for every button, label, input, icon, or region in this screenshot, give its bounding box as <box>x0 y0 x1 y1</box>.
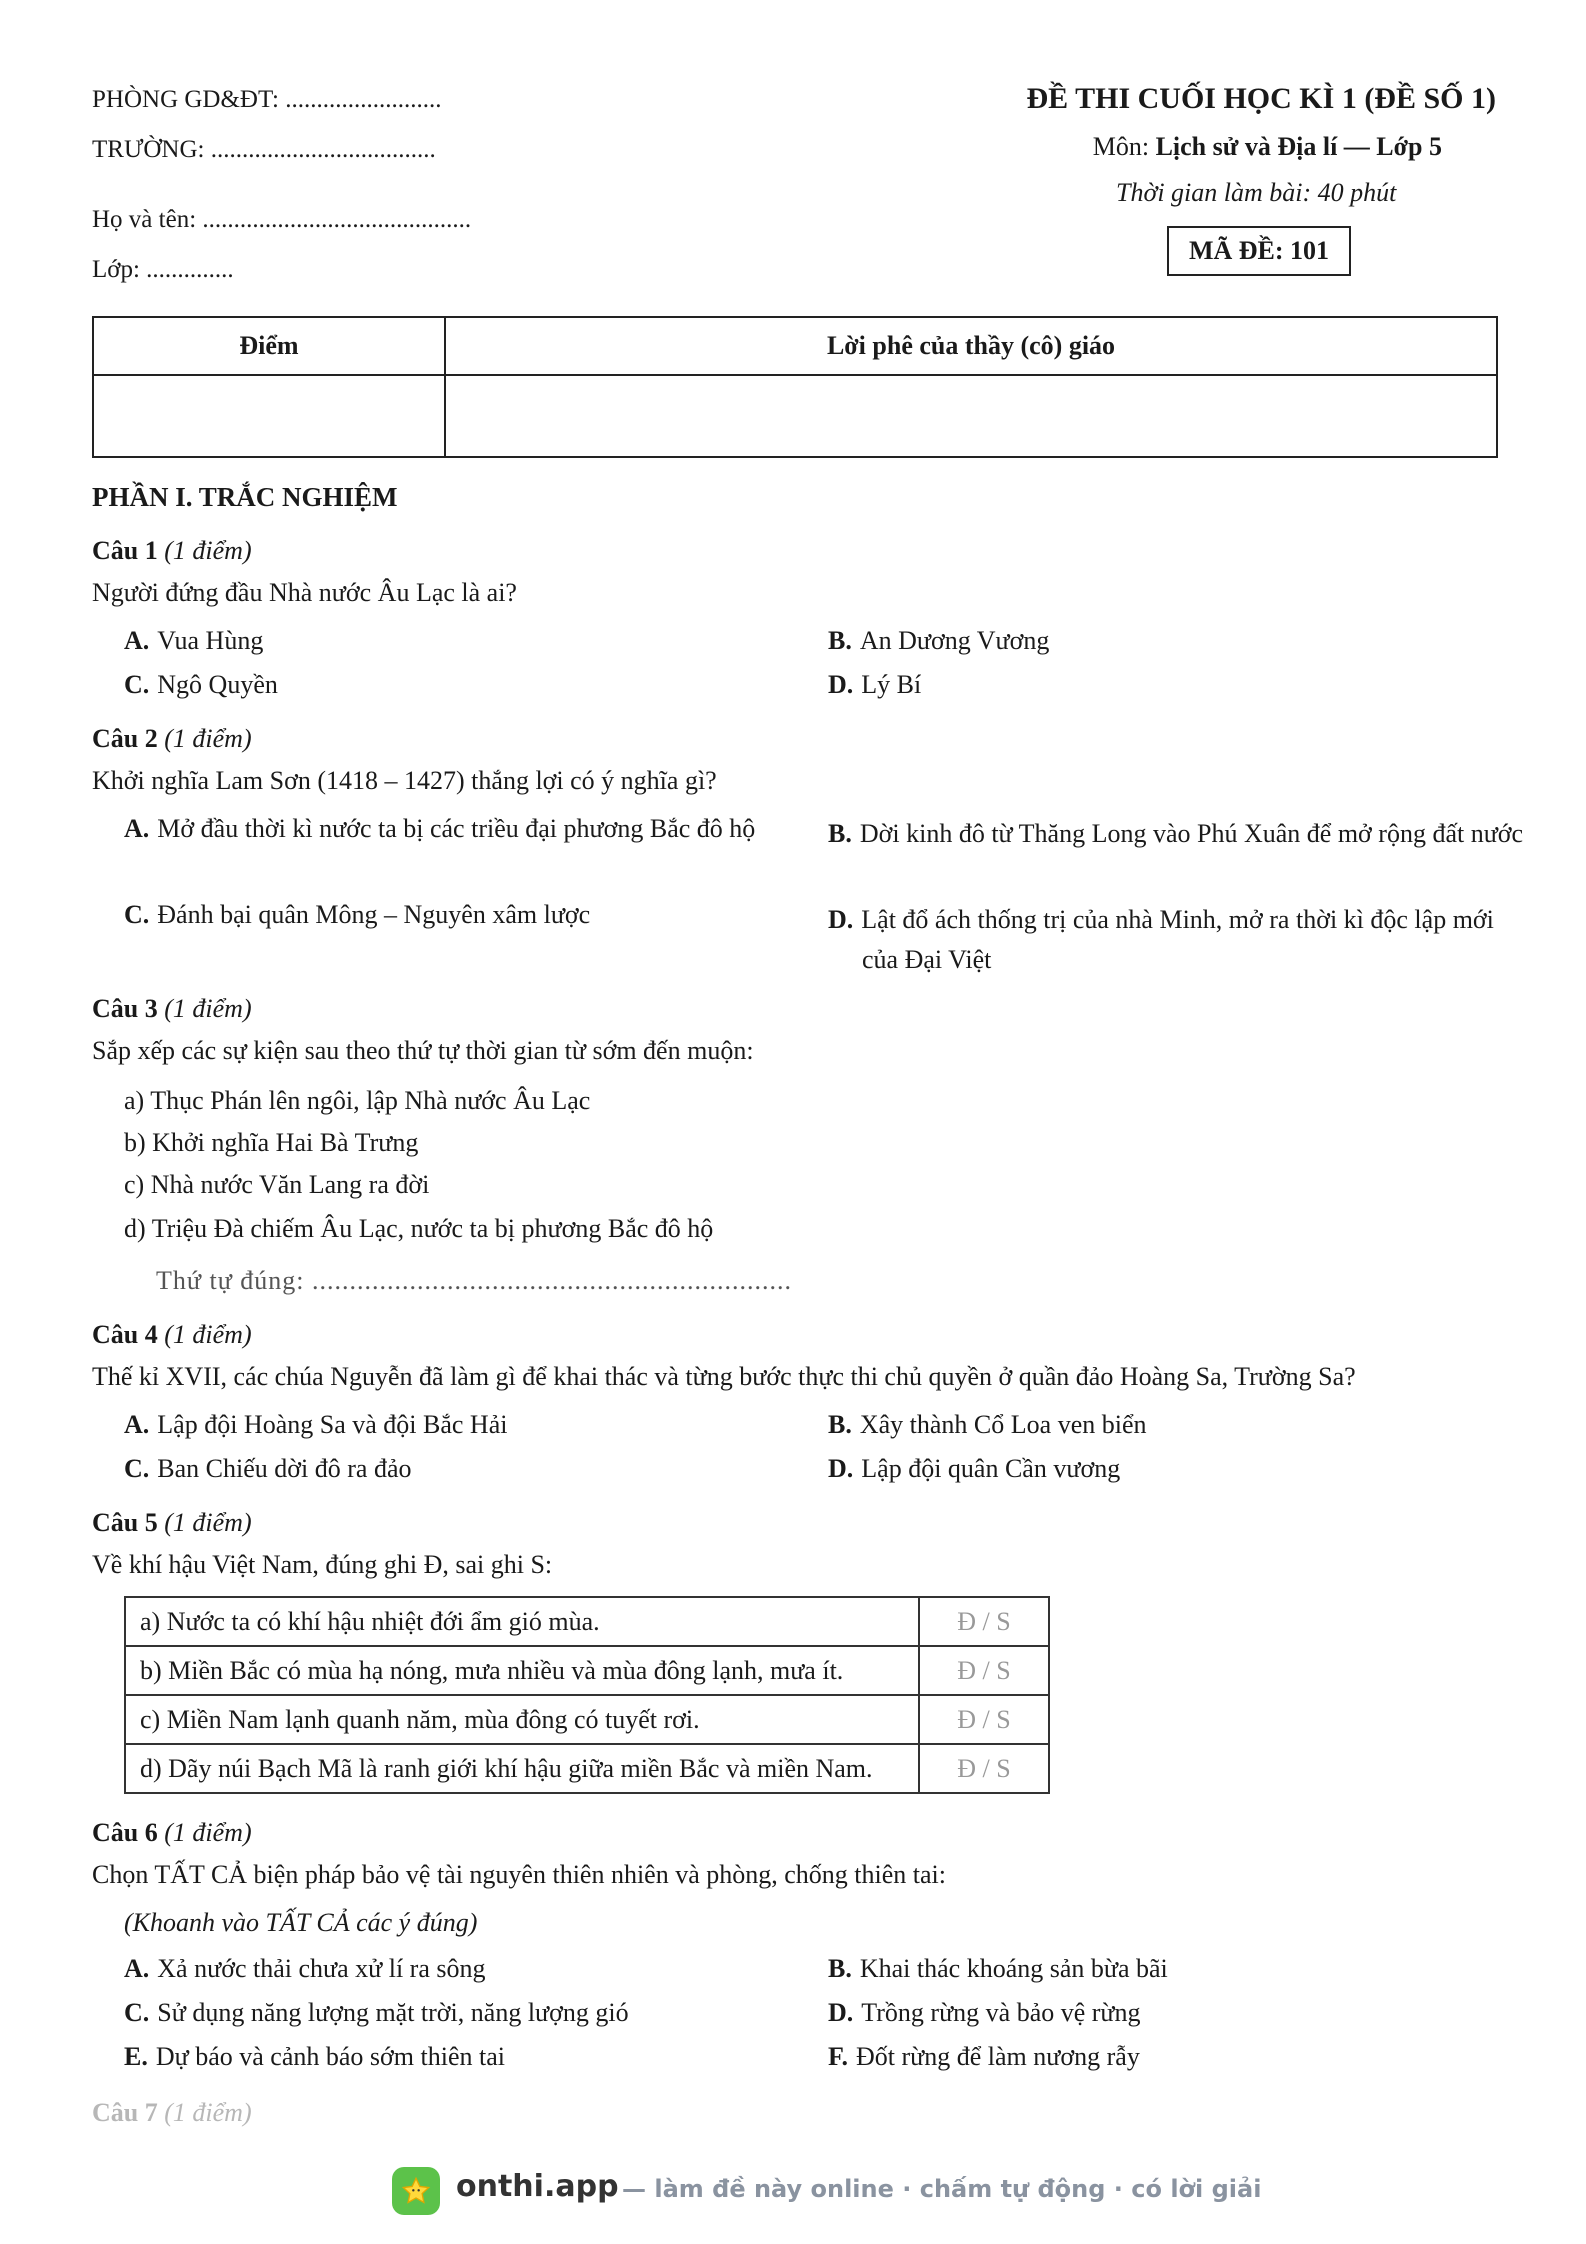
question-label: Câu 3 <box>92 994 158 1023</box>
teacher-comment-header: Lời phê của thầy (cô) giáo <box>445 317 1497 375</box>
statement-cell: b) Miền Bắc có mùa hạ nóng, mưa nhiều và mùa đông lạnh, mưa ít. <box>125 1646 919 1695</box>
q3-event-d: d) Triệu Đà chiếm Âu Lạc, nước ta bị phương Bắc đô hộ <box>124 1214 714 1243</box>
school-department-field: PHÒNG GD&ĐT: ......................... <box>92 86 442 113</box>
option-key: B. <box>828 1954 852 1983</box>
q4-option-d[interactable] <box>828 1454 1120 1484</box>
question-4-header <box>92 1320 252 1350</box>
statement-cell: d) Dãy núi Bạch Mã là ranh giới khí hậu giữa miền Bắc và miền Nam. <box>125 1744 919 1793</box>
table-row <box>125 1597 1049 1646</box>
option-text: Đánh bại quân Mông – Nguyên xâm lược <box>157 900 591 929</box>
q4-option-b[interactable] <box>828 1410 1147 1440</box>
q2-option-c[interactable] <box>124 900 590 930</box>
q6-option-b[interactable] <box>828 1954 1168 1984</box>
question-label: Câu 4 <box>92 1320 158 1349</box>
question-6-note: (Khoanh vào TẤT CẢ các ý đúng) <box>124 1908 478 1937</box>
q1-option-d[interactable] <box>828 670 921 700</box>
question-points: (1 điểm) <box>164 2098 252 2127</box>
question-points: (1 điểm) <box>164 1508 252 1537</box>
option-key: A. <box>124 626 150 655</box>
option-key: E. <box>124 2042 148 2071</box>
brand-link[interactable]: onthi.app <box>456 2169 619 2204</box>
question-3-text: Sắp xếp các sự kiện sau theo thứ tự thời gian từ sớm đến muộn: <box>92 1036 754 1065</box>
option-key: C. <box>124 900 150 929</box>
option-text: Vua Hùng <box>157 626 264 655</box>
subject-line <box>1093 132 1442 162</box>
question-3-header <box>92 994 252 1024</box>
question-6-text: Chọn TẤT CẢ biện pháp bảo vệ tài nguyên thiên nhiên và phòng, chống thiên tai: <box>92 1860 947 1889</box>
option-text: Lập đội Hoàng Sa và đội Bắc Hải <box>157 1410 508 1439</box>
option-text: Lật đổ ách thống trị của nhà Minh, mở ra thời kì độc lập mới của Đại Việt <box>861 905 1494 974</box>
option-text: Dời kinh đô từ Thăng Long vào Phú Xuân để mở rộng đất nước <box>859 819 1524 848</box>
student-name-field: Họ và tên: ........................................... <box>92 206 472 233</box>
question-7-header <box>92 2098 252 2128</box>
table-row <box>125 1646 1049 1695</box>
option-text: An Dương Vương <box>859 626 1050 655</box>
q6-option-e[interactable] <box>124 2042 505 2072</box>
exam-code-box: MÃ ĐỀ: 101 <box>1167 226 1351 276</box>
option-text: Ban Chiếu dời đô ra đảo <box>157 1454 412 1483</box>
option-key: B. <box>828 819 852 848</box>
option-text: Khai thác khoáng sản bừa bãi <box>859 1954 1168 1983</box>
statement-cell: c) Miền Nam lạnh quanh năm, mùa đông có tuyết rơi. <box>125 1695 919 1744</box>
option-key: D. <box>828 1454 854 1483</box>
q3-event-b: b) Khởi nghĩa Hai Bà Trưng <box>124 1128 419 1157</box>
option-key: A. <box>124 1410 150 1439</box>
q6-option-c[interactable] <box>124 1998 629 2028</box>
table-row <box>125 1695 1049 1744</box>
option-key: D. <box>828 905 854 934</box>
option-text: Xây thành Cổ Loa ven biển <box>859 1410 1147 1439</box>
question-2-header <box>92 724 252 754</box>
option-text: Mở đầu thời kì nước ta bị các triều đại phương Bắc đô hộ <box>157 814 756 843</box>
q1-option-a[interactable] <box>124 626 263 656</box>
option-text: Dự báo và cảnh báo sớm thiên tai <box>155 2042 505 2071</box>
option-key: F. <box>828 2042 848 2071</box>
question-label: Câu 5 <box>92 1508 158 1537</box>
question-4-text: Thế kỉ XVII, các chúa Nguyễn đã làm gì để khai thác và từng bước thực thi chủ quyền ở quần đảo Hoàng Sa, Trường Sa? <box>92 1362 1356 1391</box>
q3-answer-line[interactable]: Thứ tự đúng: ................................................................ <box>156 1266 793 1295</box>
score-cell[interactable] <box>93 375 445 457</box>
true-false-cell[interactable]: Đ / S <box>919 1597 1049 1646</box>
q3-event-c: c) Nhà nước Văn Lang ra đời <box>124 1170 430 1199</box>
option-text: Sử dụng năng lượng mặt trời, năng lượng gió <box>157 1998 629 2027</box>
q2-option-d[interactable] <box>828 900 1502 980</box>
section-title: PHẦN I. TRẮC NGHIỆM <box>92 482 398 512</box>
option-text: Lý Bí <box>861 670 922 699</box>
question-points: (1 điểm) <box>164 724 252 753</box>
exam-duration: Thời gian làm bài: 40 phút <box>1116 178 1397 207</box>
option-key: D. <box>828 670 854 699</box>
option-text: Xả nước thải chưa xử lí ra sông <box>157 1954 486 1983</box>
statement-cell: a) Nước ta có khí hậu nhiệt đới ẩm gió mùa. <box>125 1597 919 1646</box>
score-comment-table <box>92 316 1498 458</box>
q2-option-b[interactable] <box>828 814 1534 854</box>
option-key: B. <box>828 1410 852 1439</box>
q4-option-a[interactable] <box>124 1410 507 1440</box>
question-6-header <box>92 1818 252 1848</box>
question-points: (1 điểm) <box>164 1320 252 1349</box>
question-1-header <box>92 536 252 566</box>
subject-label: Môn: <box>1092 132 1150 161</box>
school-name-field: TRƯỜNG: .................................... <box>92 136 436 163</box>
q1-option-b[interactable] <box>828 626 1049 656</box>
option-key: C. <box>124 1998 150 2027</box>
subject-value: Lịch sử và Địa lí — Lớp 5 <box>1155 132 1442 161</box>
score-header: Điểm <box>93 317 445 375</box>
question-label: Câu 7 <box>92 2098 158 2127</box>
option-text: Lập đội quân Cần vương <box>861 1454 1121 1483</box>
option-key: C. <box>124 1454 150 1483</box>
true-false-cell[interactable]: Đ / S <box>919 1744 1049 1793</box>
q1-option-c[interactable] <box>124 670 278 700</box>
table-row <box>125 1744 1049 1793</box>
question-points: (1 điểm) <box>164 994 252 1023</box>
q6-option-a[interactable] <box>124 1954 486 1984</box>
question-label: Câu 1 <box>92 536 158 565</box>
true-false-table <box>124 1596 1050 1794</box>
question-2-text: Khởi nghĩa Lam Sơn (1418 – 1427) thắng lợi có ý nghĩa gì? <box>92 766 717 795</box>
q6-option-f[interactable] <box>828 2042 1140 2072</box>
q4-option-c[interactable] <box>124 1454 411 1484</box>
option-text: Đốt rừng để làm nương rẫy <box>856 2042 1140 2071</box>
q2-option-a[interactable] <box>124 814 755 844</box>
class-field: Lớp: .............. <box>92 256 234 283</box>
option-text: Ngô Quyền <box>157 670 278 699</box>
option-key: C. <box>124 670 150 699</box>
true-false-cell[interactable]: Đ / S <box>919 1646 1049 1695</box>
question-points: (1 điểm) <box>164 1818 252 1847</box>
option-key: D. <box>828 1998 854 2027</box>
question-points: (1 điểm) <box>164 536 252 565</box>
question-label: Câu 2 <box>92 724 158 753</box>
question-label: Câu 6 <box>92 1818 158 1847</box>
star-icon[interactable] <box>392 2167 440 2215</box>
question-5-text: Về khí hậu Việt Nam, đúng ghi Đ, sai ghi S: <box>92 1550 553 1579</box>
q6-option-d[interactable] <box>828 1998 1141 2028</box>
option-key: A. <box>124 814 150 843</box>
teacher-comment-cell[interactable] <box>445 375 1497 457</box>
question-1-text: Người đứng đầu Nhà nước Âu Lạc là ai? <box>92 578 517 607</box>
option-key: B. <box>828 626 852 655</box>
banner-tagline[interactable]: — làm đề này online · chấm tự động · có lời giải <box>622 2175 1262 2203</box>
question-5-header <box>92 1508 252 1538</box>
exam-title: ĐỀ THI CUỐI HỌC KÌ 1 (ĐỀ SỐ 1) <box>1026 82 1496 115</box>
q3-event-a: a) Thục Phán lên ngôi, lập Nhà nước Âu Lạc <box>124 1086 591 1115</box>
option-text: Trồng rừng và bảo vệ rừng <box>861 1998 1141 2027</box>
option-key: A. <box>124 1954 150 1983</box>
true-false-cell[interactable]: Đ / S <box>919 1695 1049 1744</box>
